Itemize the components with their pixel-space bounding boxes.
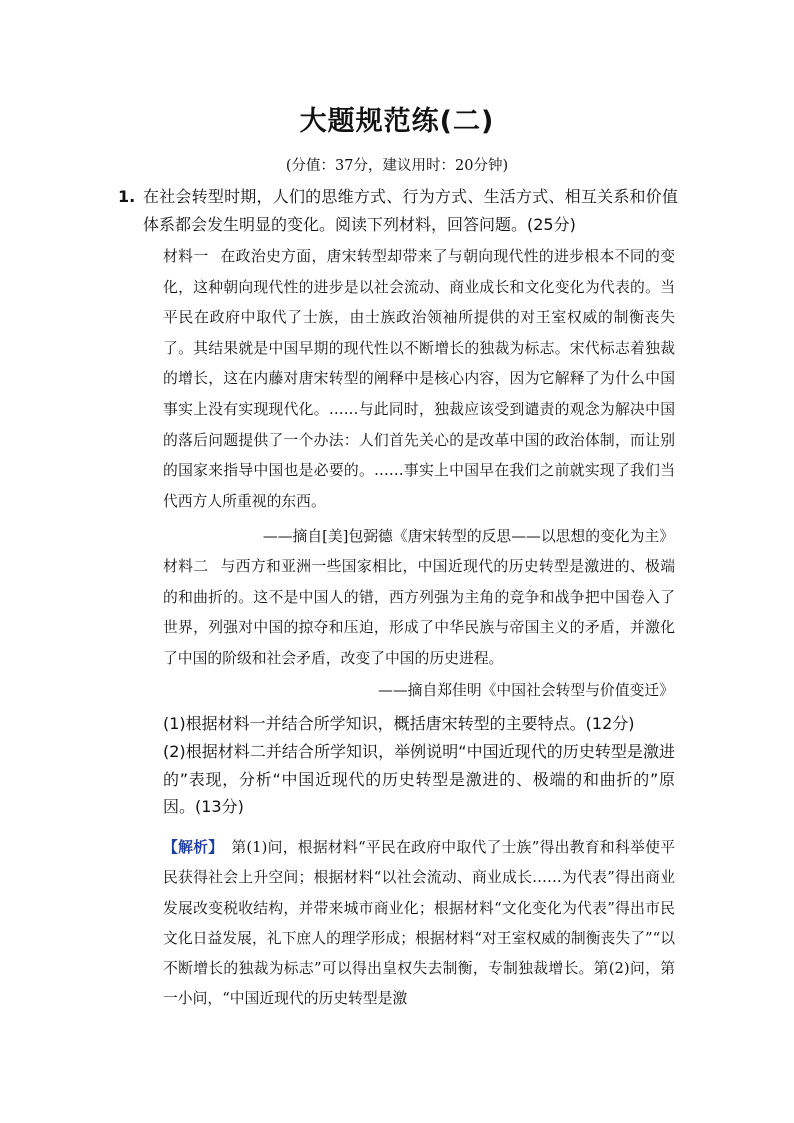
question-stem: 在社会转型时期，人们的思维方式、行为方式、生活方式、相互关系和价值体系都会发生明显的变化。阅读下列材料，回答问题。(25分): [143, 187, 678, 234]
sub-question-1: (1)根据材料一并结合所学知识，概括唐宋转型的主要特点。(12分): [163, 714, 635, 733]
analysis-label: 【解析】: [163, 839, 224, 856]
analysis-text: 第(1)问，根据材料“平民在政府中取代了士族”得出教育和科举使平民获得社会上升空间；根据材料“以社会流动、商业成长……为代表”得出商业发展改变税收结构，并带来城市商业化；根据材料“文化变化为代表”得出市民文化日益发展，礼下庶人的理学形成；根据材料“对王室权威的制衡丧失了”“以不断增长的独裁为标志”可以得出皇权失去制衡，专制独裁增长。第(2)问，第一小问，“中国近现代的历史转型是激: [163, 839, 675, 1008]
material-two: [163, 552, 675, 674]
material-two-text: 与西方和亚洲一些国家相比，中国近现代的历史转型是激进的、极端的和曲折的。这不是中国人的错，西方列强为主角的竞争和战争把中国卷入了世界，列强对中国的掠夺和压迫，形成了中华民族与帝国主义的矛盾，并激化了中国的阶级和社会矛盾，改变了中国的历史进程。: [163, 558, 675, 667]
analysis-section: [163, 833, 675, 1015]
material-one: [163, 242, 675, 517]
sub-question-2: (2)根据材料二并结合所学知识，举例说明“中国近现代的历史转型是激进的”表现，分析“中国近现代的历史转型是激进的、极端的和曲折的”原因。(13分): [163, 742, 675, 816]
question-block: [118, 183, 678, 239]
material-one-text: 在政治史方面，唐宋转型却带来了与朝向现代性的进步根本不同的变化，这种朝向现代性的进步是以社会流动、商业成长和文化变化为代表的。当平民在政府中取代了士族，由士族政治领袖所提供的对王室权威的制衡丧失了。其结果就是中国早期的现代性以不断增长的独裁为标志。宋代标志着独裁的增长，这在内藤对唐宋转型的阐释中是核心内容，因为它解释了为什么中国事实上没有实现现代化。……与此同时，独裁应该受到谴责的观念为解决中国的落后问题提供了一个办法：人们首先关心的是改革中国的政治体制，而让别的国家来指导中国也是必要的。……事实上中国早在我们之前就实现了我们当代西方人所重视的东西。: [163, 248, 675, 510]
material-two-source: ——摘自郑佳明《中国社会转型与价值变迁》: [378, 682, 674, 699]
question-number: 1.: [118, 187, 136, 206]
material-one-label: 材料一: [163, 248, 209, 265]
material-two-label: 材料二: [163, 558, 209, 575]
material-one-source: ——摘自[美]包弼德《唐宋转型的反思——以思想的变化为主》: [262, 528, 674, 545]
page-title: 大题规范练(二): [299, 106, 495, 137]
page-subtitle: (分值：37分，建议用时：20分钟): [285, 158, 509, 174]
